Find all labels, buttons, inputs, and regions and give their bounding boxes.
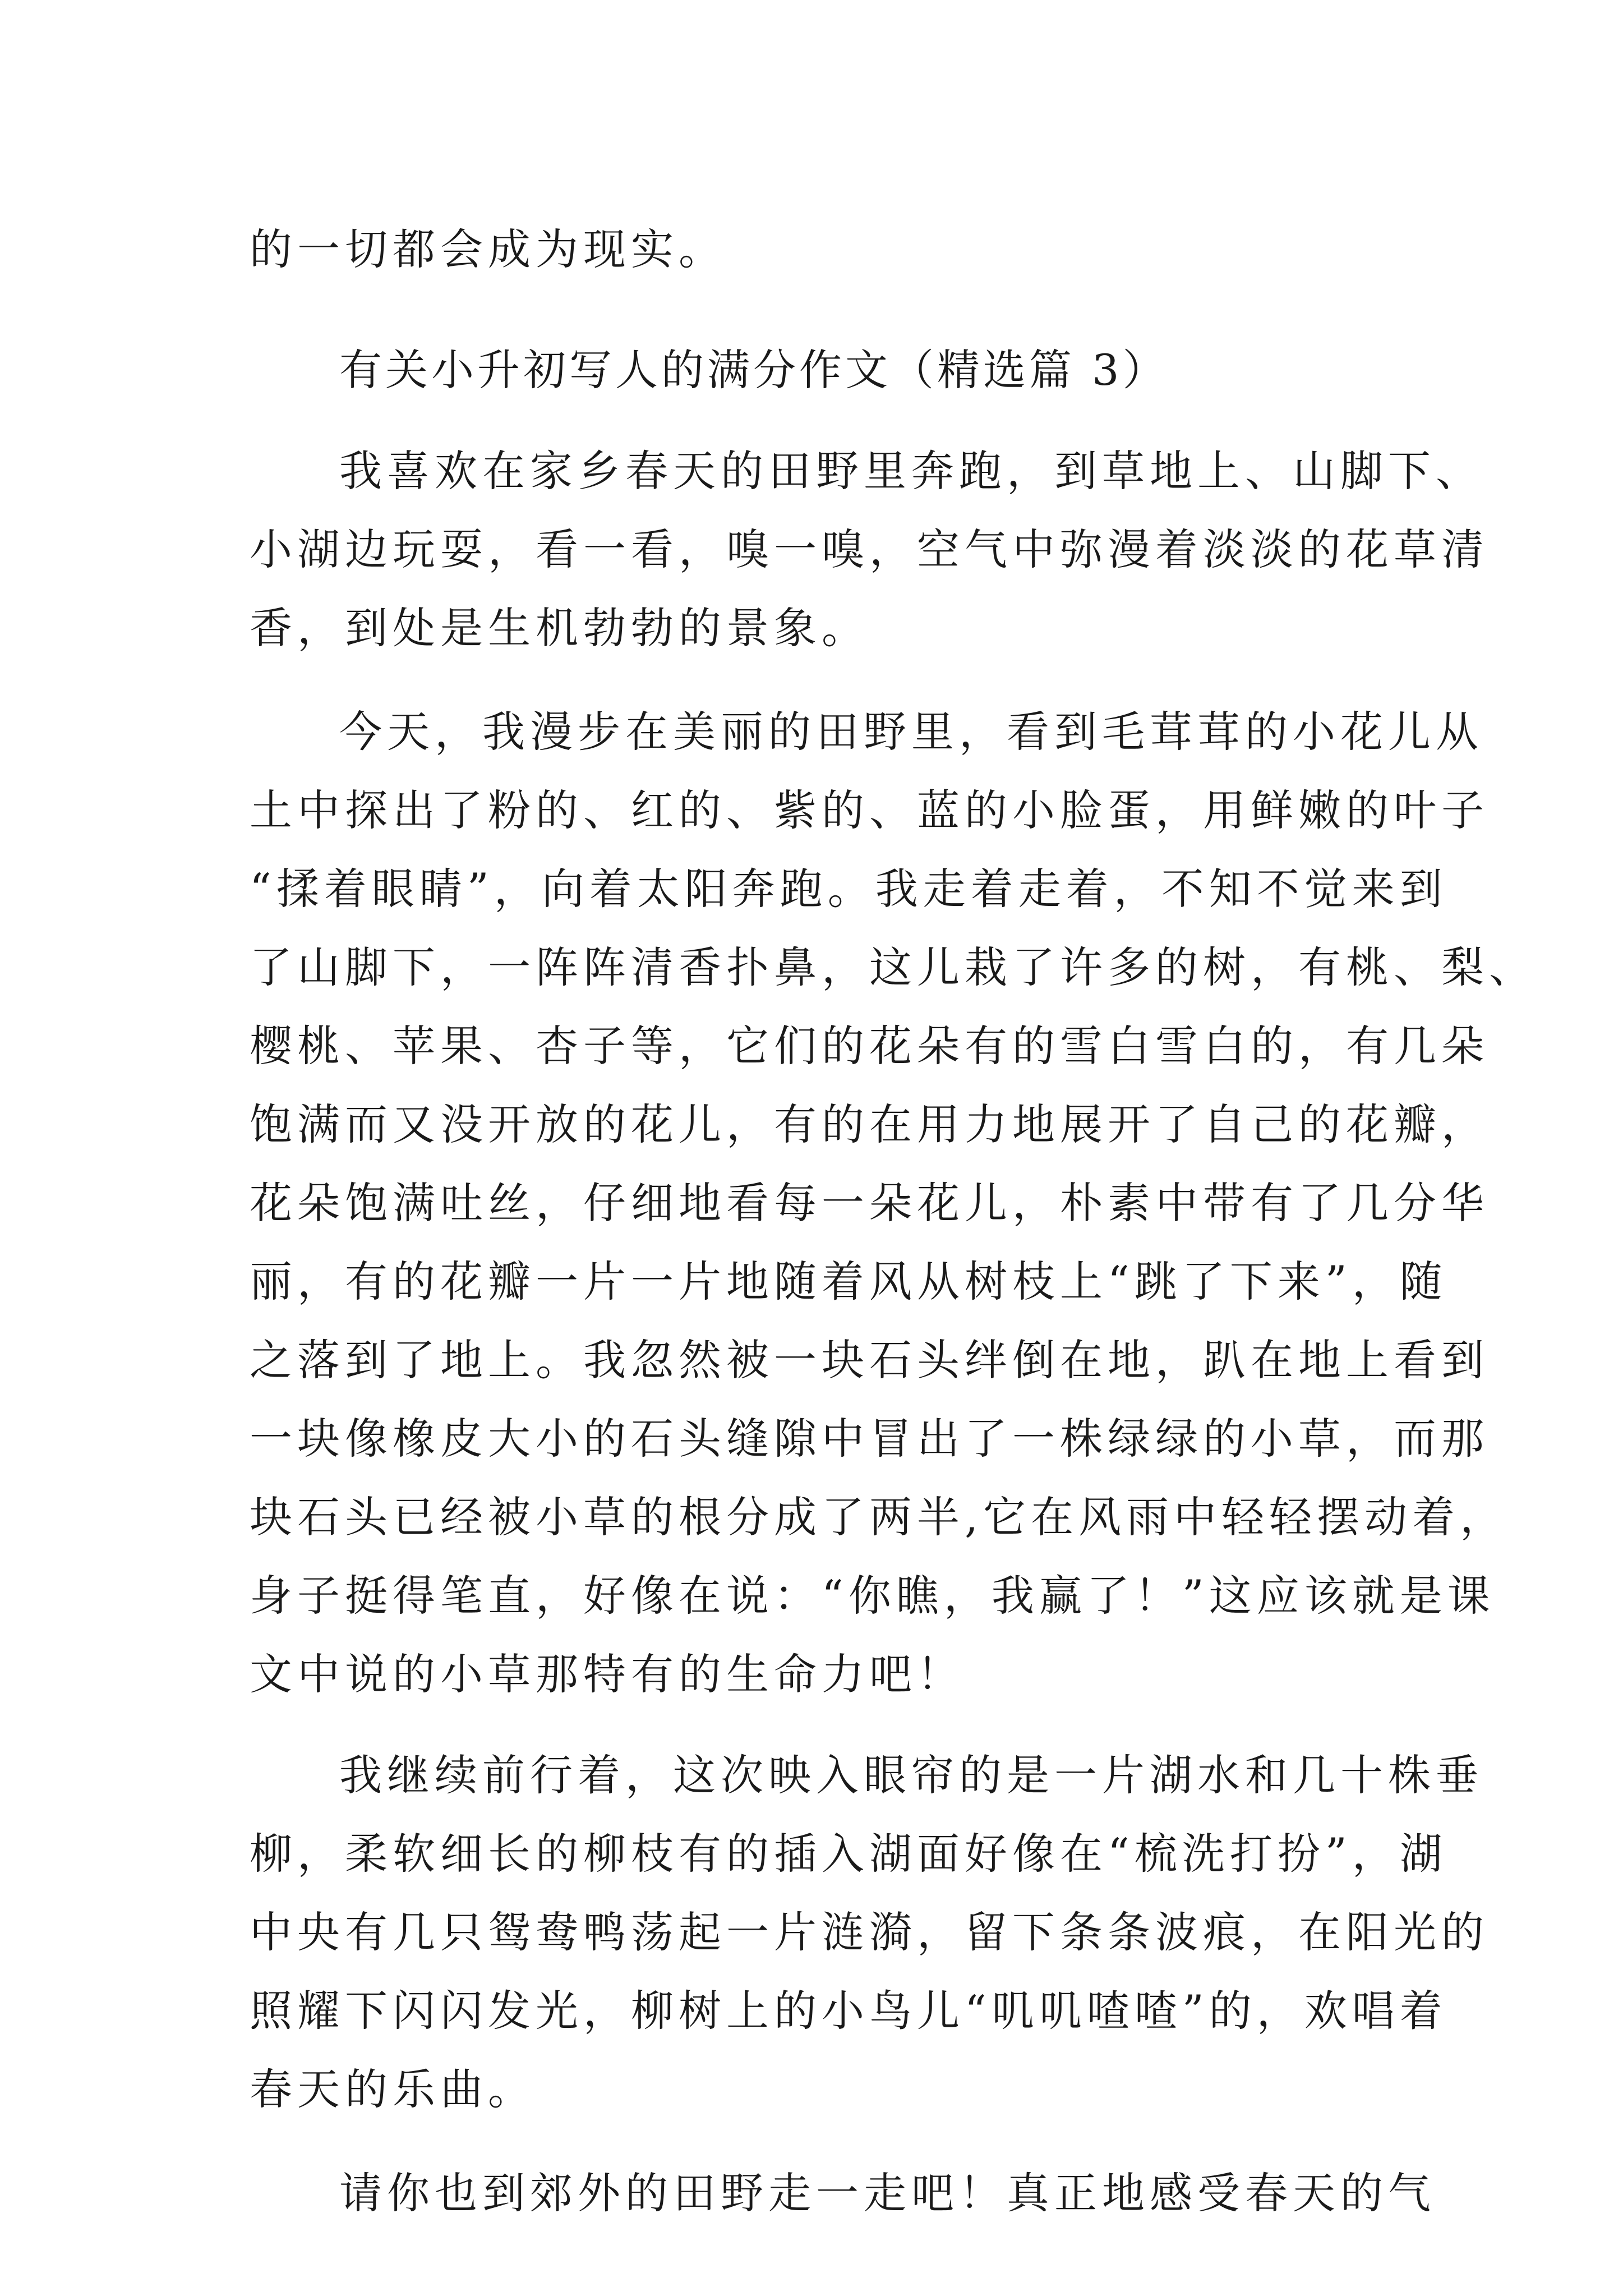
text-line: 春天的乐曲。 — [250, 2064, 536, 2114]
text-line: 的一切都会成为现实。 — [250, 224, 726, 274]
text-line: 柳，柔软细长的柳枝有的插入湖面好像在“梳洗打扮”，湖 — [250, 1829, 1447, 1879]
text-line: 了山脚下，一阵阵清香扑鼻，这儿栽了许多的树，有桃、梨、 — [250, 942, 1537, 992]
paragraph-first-line: 我继续前行着，这次映入眼帘的是一片湖水和几十株垂 — [339, 1750, 1483, 1800]
text-line: 之落到了地上。我忽然被一块石头绊倒在地，趴在地上看到 — [250, 1335, 1489, 1385]
text-line: 照耀下闪闪发光，柳树上的小鸟儿“叽叽喳喳”的，欢唱着 — [250, 1986, 1447, 2036]
text-line: 文中说的小草那特有的生命力吧！ — [250, 1649, 965, 1699]
text-line: 饱满而又没开放的花儿，有的在用力地展开了自己的花瓣， — [250, 1099, 1489, 1149]
paragraph-first-line: 今天，我漫步在美丽的田野里，看到毛茸茸的小花儿从 — [339, 707, 1483, 757]
text-line: 丽，有的花瓣一片一片地随着风从树枝上“跳了下来”，随 — [250, 1257, 1447, 1306]
text-line: 一块像橡皮大小的石头缝隙中冒出了一株绿绿的小草，而那 — [250, 1414, 1489, 1464]
text-line: 土中探出了粉的、红的、紫的、蓝的小脸蛋，用鲜嫩的叶子 — [250, 785, 1489, 835]
text-line: 小湖边玩耍，看一看，嗅一嗅，空气中弥漫着淡淡的花草清 — [250, 524, 1489, 574]
section-heading: 有关小升初写人的满分作文（精选篇 3） — [339, 345, 1169, 395]
text-line: “揉着眼睛”，向着太阳奔跑。我走着走着，不知不觉来到 — [250, 864, 1447, 914]
paragraph-first-line: 请你也到郊外的田野走一走吧！真正地感受春天的气 — [339, 2168, 1436, 2218]
text-line: 块石头已经被小草的根分成了两半,它在风雨中轻轻摆动着， — [250, 1492, 1508, 1542]
text-line: 樱桃、苹果、杏子等，它们的花朵有的雪白雪白的，有几朵 — [250, 1021, 1489, 1071]
text-line: 中央有几只鸳鸯鸭荡起一片涟漪，留下条条波痕，在阳光的 — [250, 1907, 1489, 1957]
paragraph-first-line: 我喜欢在家乡春天的田野里奔跑，到草地上、山脚下、 — [339, 446, 1483, 496]
text-line: 香，到处是生机勃勃的景象。 — [250, 603, 869, 653]
text-line: 花朵饱满吐丝，仔细地看每一朵花儿，朴素中带有了几分华 — [250, 1178, 1489, 1228]
text-line: 身子挺得笔直，好像在说：“你瞧，我赢了！”这应该就是课 — [250, 1571, 1495, 1621]
